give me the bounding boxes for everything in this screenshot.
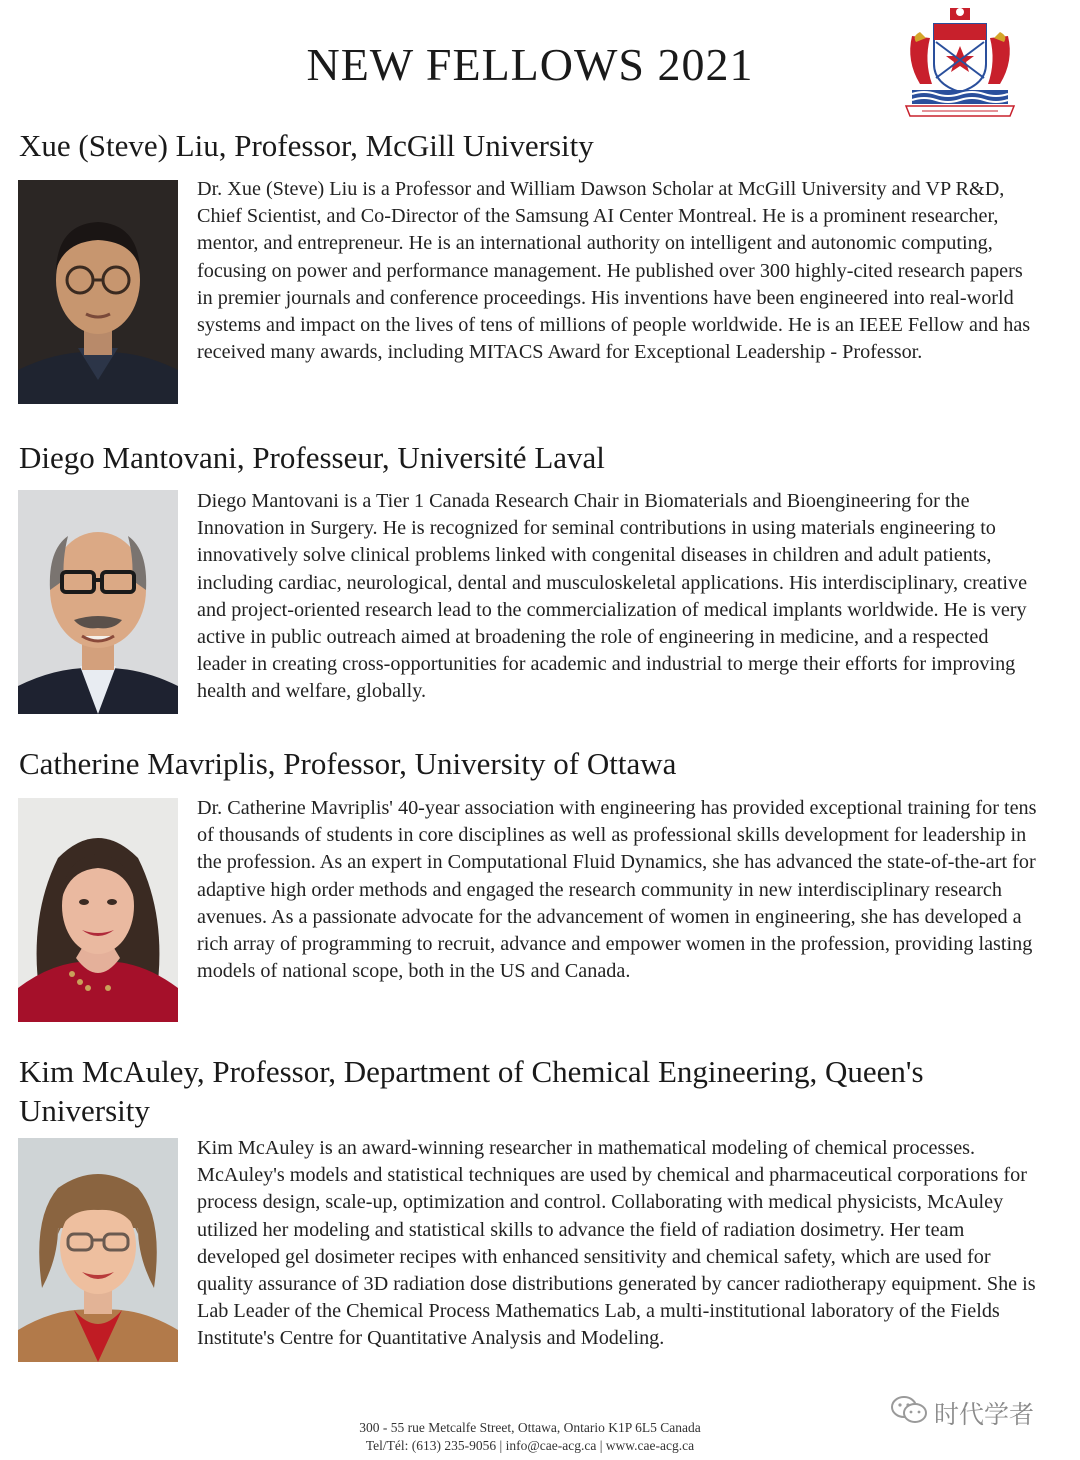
wechat-icon <box>890 1395 928 1431</box>
fellow-bio-mavriplis: Dr. Catherine Mavriplis' 40-year association with engineering has provided exceptional training for tens of thousands of students in core disciplines as well as professional skills development for leadership in the profession. As an expert in Computational Fluid Dynamics, she has advanced the state-of-the-art for adaptive high order methods and engaged the research community in new interdisciplinary research avenues. As a passionate advocate for the advancement of women in engineering, she has developed a rich array of programming to recruit, advance and empower women in the profession, providing lasting models of national scope, both in the US and Canada. <box>197 797 1037 983</box>
fellow-name-mavriplis: Catherine Mavriplis, Professor, University of Ottawa <box>19 746 677 781</box>
fellow-photo-liu <box>18 180 178 404</box>
watermark-text: 时代学者 <box>934 1400 1035 1429</box>
coat-of-arms-logo <box>902 6 1018 118</box>
fellow-bio-mcauley: Kim McAuley is an award-winning researcher in mathematical modeling of chemical processes. McAuley's models and statistical techniques are used by chemical and pharmaceutical corporations for process design, scale-up, optimization and control. Collaborating with medical physicists, McAuley utilized her modeling and statistical skills to advance the field of radiation dosimetry. Her team developed gel dosimeter recipes with enhanced sensitivity and chemical safety, which are used for quality assurance of 3D radiation dose distributions generated by cancer radiotherapy equipment. She is Lab Leader of the Chemical Process Mathematics Lab, a multi-institutional laboratory of the Fields Institute's Centre for Quantitative Analysis and Modeling. <box>197 1137 1036 1350</box>
footer-contact: Tel/Tél: (613) 235-9056 | info@cae-acg.ca | www.cae-acg.ca <box>365 1438 695 1453</box>
fellow-name-mcauley: Kim McAuley, Professor, Department of Chemical Engineering, Queen's University <box>19 1054 924 1128</box>
fellow-bio-mantovani: Diego Mantovani is a Tier 1 Canada Research Chair in Biomaterials and Bioengineering for the Innovation in Surgery. He is recognized for seminal contributions in using materials engineering to innovatively solve clinical problems linked with congenital diseases in children and adult patients, including cardiac, neurological, dental and musculoskeletal applications. His interdisciplinary, creative and project-oriented research lead to the commercialization of medical implants worldwide. He is very active in public outreach aimed at broadening the role of engineering in medicine, and a respected leader in creating cross-opportunities for academic and industrial to merge their efforts for improving health and welfare, globally. <box>197 490 1028 703</box>
fellow-photo-mantovani <box>18 490 178 714</box>
fellow-name-mantovani: Diego Mantovani, Professeur, Université Laval <box>19 440 605 475</box>
fellow-bio-liu: Dr. Xue (Steve) Liu is a Professor and William Dawson Scholar at McGill University and VP R&D, Chief Scientist, and Co-Director of the Samsung AI Center Montreal. He is a prominent researcher, mentor, and entrepreneur. He is an international authority on intelligent and autonomic computing, focusing on power and performance management. He published over 300 highly-cited research papers in premier journals and conference proceedings. His inventions have been engineered into real-world systems and impact on the lives of tens of millions of people worldwide. He is an IEEE Fellow and has received many awards, including MITACS Award for Exceptional Leadership - Professor. <box>197 178 1031 364</box>
page-title: NEW FELLOWS 2021 <box>306 39 754 90</box>
fellow-name-liu: Xue (Steve) Liu, Professor, McGill University <box>19 128 594 163</box>
fellow-photo-mavriplis <box>18 798 178 1022</box>
watermark <box>890 1395 1034 1431</box>
fellow-photo-mcauley <box>18 1138 178 1362</box>
footer-address: 300 - 55 rue Metcalfe Street, Ottawa, Ontario K1P 6L5 Canada <box>359 1420 701 1435</box>
